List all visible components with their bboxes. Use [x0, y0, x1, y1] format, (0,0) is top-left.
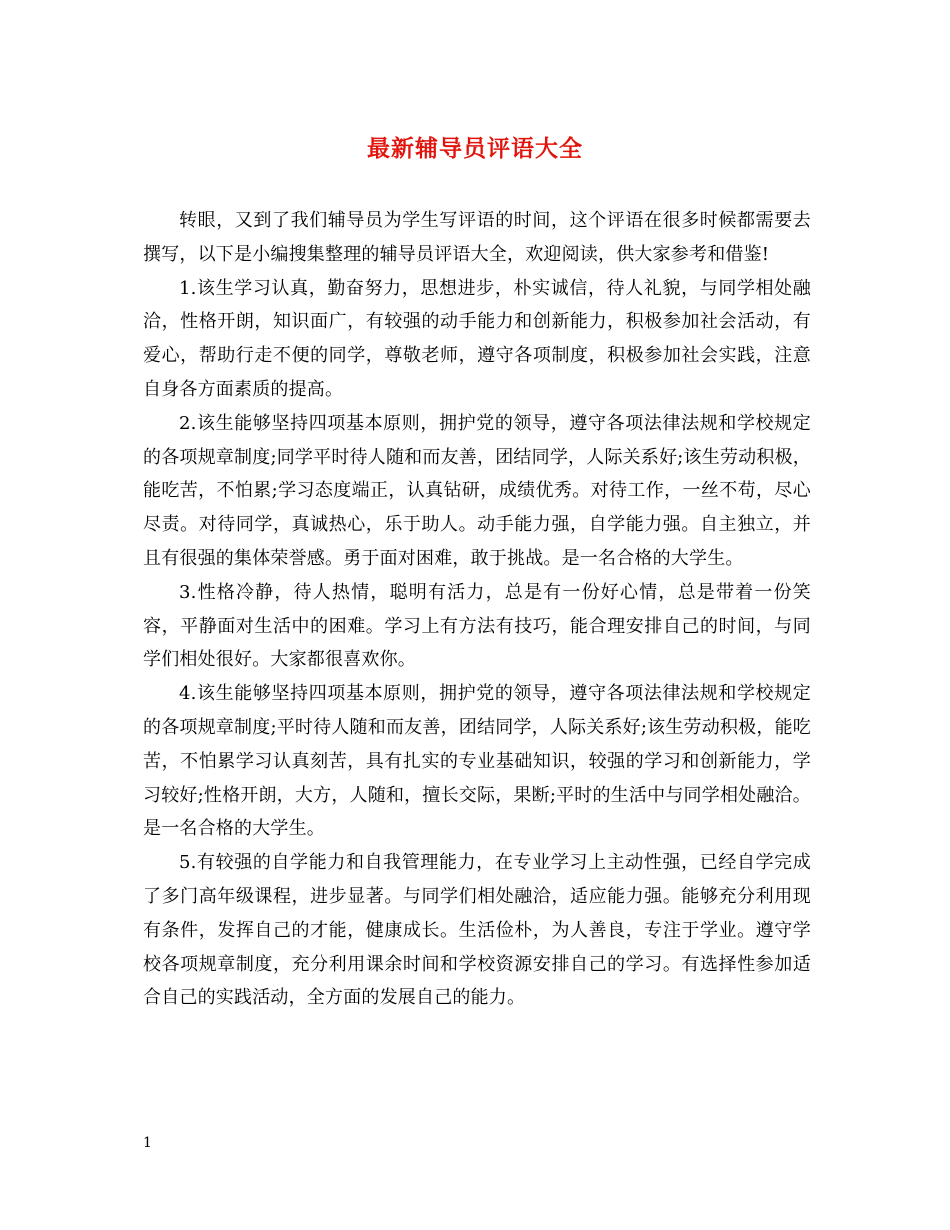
comment-paragraph-2: 2.该生能够坚持四项基本原则，拥护党的领导，遵守各项法律法规和学校规定的各项规章制度;同学平时待人随和而友善，团结同学，人际关系好;该生劳动积极，能吃苦，不怕累;学习态度端正，认真钻研，成绩优秀。对待工作，一丝不苟，尽心尽责。对待同学，真诚热心，乐于助人。动手能力强，自学能力强。自主独立，并且有很强的集体荣誉感。勇于面对困难，敢于挑战。是一名合格的大学生。 — [143, 412, 811, 569]
comment-paragraph-1: 1.该生学习认真，勤奋努力，思想进步，朴实诚信，待人礼貌，与同学相处融洽，性格开朗，知识面广，有较强的动手能力和创新能力，积极参加社会活动，有爱心，帮助行走不便的同学，尊敬老师，遵守各项制度，积极参加社会实践，注意自身各方面素质的提高。 — [143, 277, 811, 400]
comment-paragraph-3: 3.性格冷静，待人热情，聪明有活力，总是有一份好心情，总是带着一份笑容，平静面对生活中的困难。学习上有方法有技巧，能合理安排自己的时间，与同学们相处很好。大家都很喜欢你。 — [143, 581, 811, 671]
intro-paragraph: 转眼，又到了我们辅导员为学生写评语的时间，这个评语在很多时候都需要去撰写，以下是小编搜集整理的辅导员评语大全，欢迎阅读，供大家参考和借鉴! — [143, 210, 811, 265]
comment-paragraph-4: 4.该生能够坚持四项基本原则，拥护党的领导，遵守各项法律法规和学校规定的各项规章制度;平时待人随和而友善，团结同学，人际关系好;该生劳动积极，能吃苦，不怕累学习认真刻苦，具有扎实的专业基础知识，较强的学习和创新能力，学习较好;性格开朗，大方，人随和，擅长交际，果断;平时的生活中与同学相处融洽。是一名合格的大学生。 — [143, 683, 811, 840]
document-title: 最新辅导员评语大全 — [367, 135, 583, 162]
document-body — [143, 204, 811, 1015]
page-number: 1 — [143, 1135, 152, 1151]
comment-paragraph-5: 5.有较强的自学能力和自我管理能力，在专业学习上主动性强，已经自学完成了多门高年级课程，进步显著。与同学们相处融洽，适应能力强。能够充分利用现有条件，发挥自己的才能，健康成长。生活俭朴，为人善良，专注于学业。遵守学校各项规章制度，充分利用课余时间和学校资源安排自己的学习。有选择性参加适合自己的实践活动，全方面的发展自己的能力。 — [143, 852, 811, 1009]
